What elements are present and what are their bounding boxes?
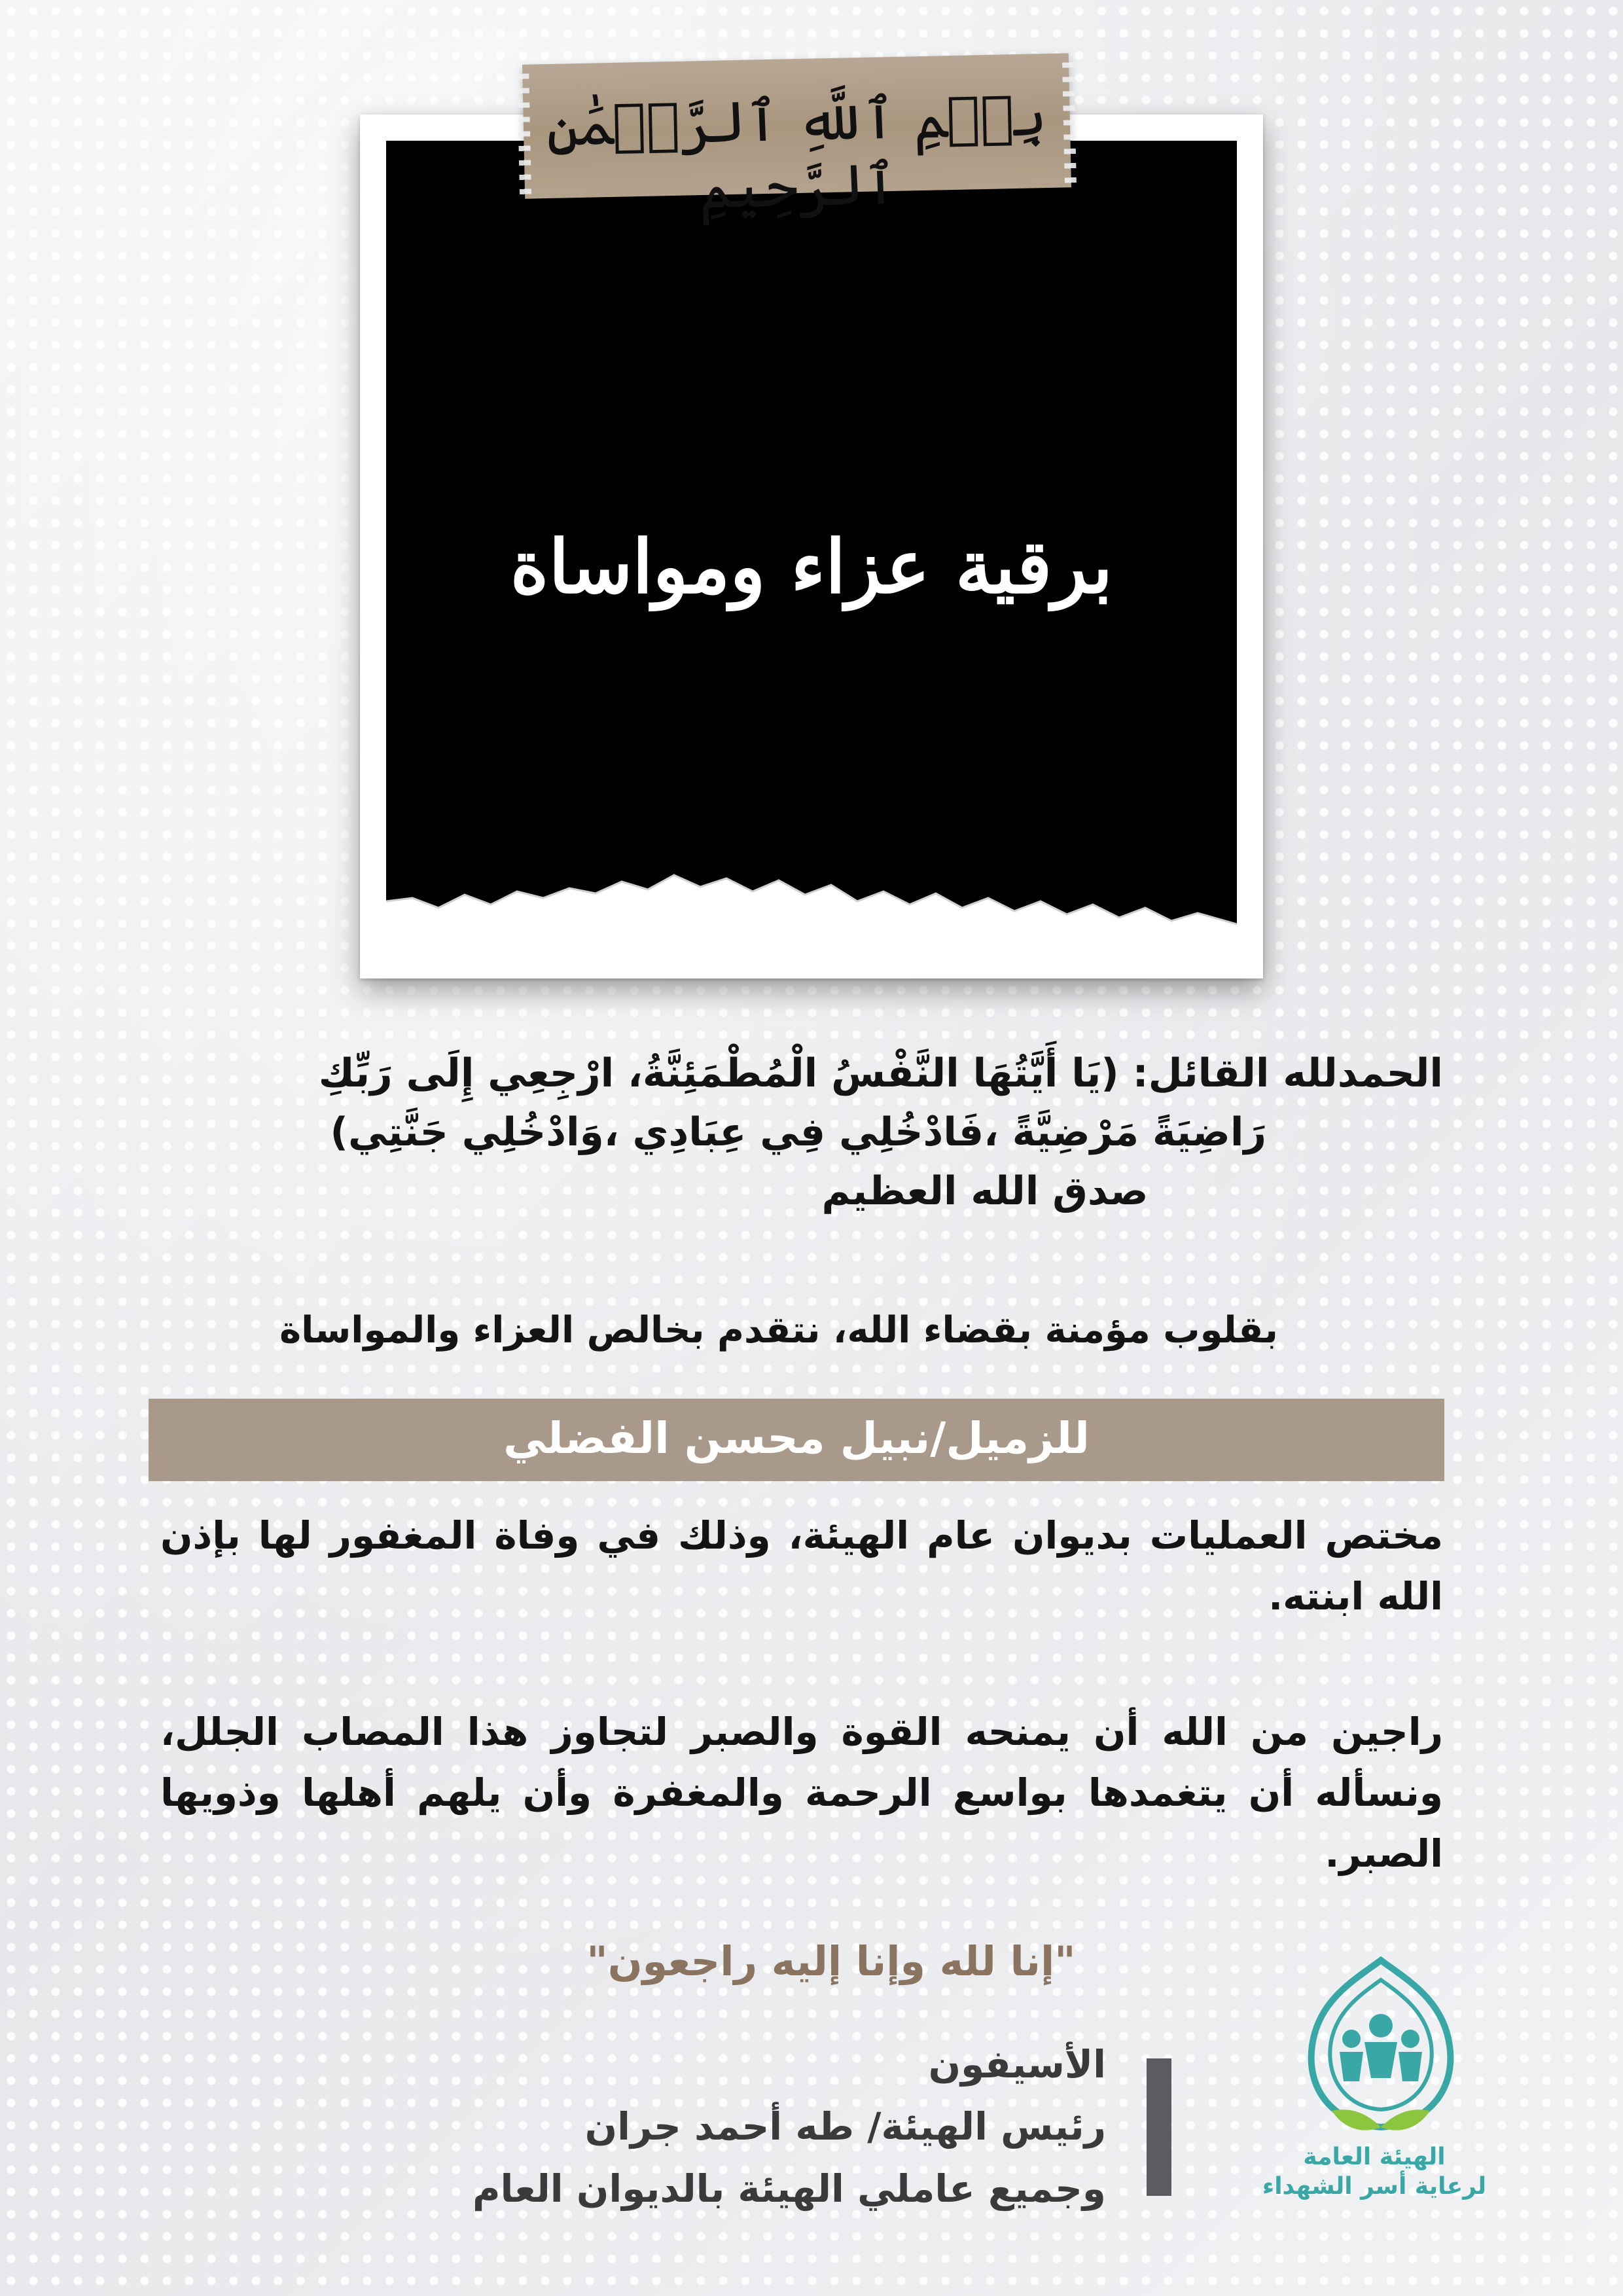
basmala: بِسۡمِ ٱللَّهِ ٱلرَّحۡمَٰنِ ٱلرَّحِيمِ [545, 83, 1048, 222]
condolence-intro: بقلوب مؤمنة بقضاء الله، نتقدم بخالص العزاء والمواساة [279, 1309, 1278, 1352]
torn-edge-decoration [386, 862, 1237, 954]
body-paragraph-2: راجين من الله أن يمنحه القوة والصبر لتجاوز هذا المصاب الجلل، ونسأله أن يتغمدها بواسع الرحمة والمغفرة وأن يلهم أهلها وذويها الصبر. [160, 1710, 1443, 1876]
recipient-name: للزميل/نبيل محسن الفضلي [503, 1413, 1090, 1463]
signature-divider [1147, 2058, 1171, 2196]
photo-frame [360, 115, 1263, 978]
logo-text-line-2: لرعاية أسر الشهداء [1262, 2173, 1487, 2200]
recipient-banner [149, 1399, 1444, 1481]
signature-staff: وجميع عاملي الهيئة بالديوان العام [473, 2166, 1106, 2211]
signature-president: رئيس الهيئة/ طه أحمد جران [584, 2104, 1106, 2149]
quran-verse [160, 1044, 1443, 1221]
closing-quote: "إنا لله وإنا إليه راجعون" [586, 1937, 1076, 1985]
organization-logo-icon [1286, 1954, 1476, 2176]
verse-line-2: رَاضِيَةً مَرْضِيَّةً ،فَادْخُلِي فِي عِبَادِي ،وَادْخُلِي جَنَّتِي) [330, 1109, 1266, 1155]
title-panel [386, 141, 1237, 952]
page-title: برقية عزاء ومواساة [510, 524, 1113, 610]
body-paragraph-1: مختص العمليات بديوان عام الهيئة، وذلك في وفاة المغفور لها بإذن الله ابنته. [160, 1513, 1443, 1619]
signature-heading: الأسيفون [928, 2042, 1106, 2087]
verse-line-3: صدق الله العظيم [821, 1168, 1149, 1214]
basmala-tape [522, 53, 1071, 222]
logo-text-line-1: الهيئة العامة [1303, 2144, 1446, 2170]
verse-line-1: الحمدلله القائل: (يَا أَيَّتُهَا النَّفْسُ الْمُطْمَئِنَّةُ، ارْجِعِي إِلَى رَبِّكِ [318, 1050, 1443, 1096]
